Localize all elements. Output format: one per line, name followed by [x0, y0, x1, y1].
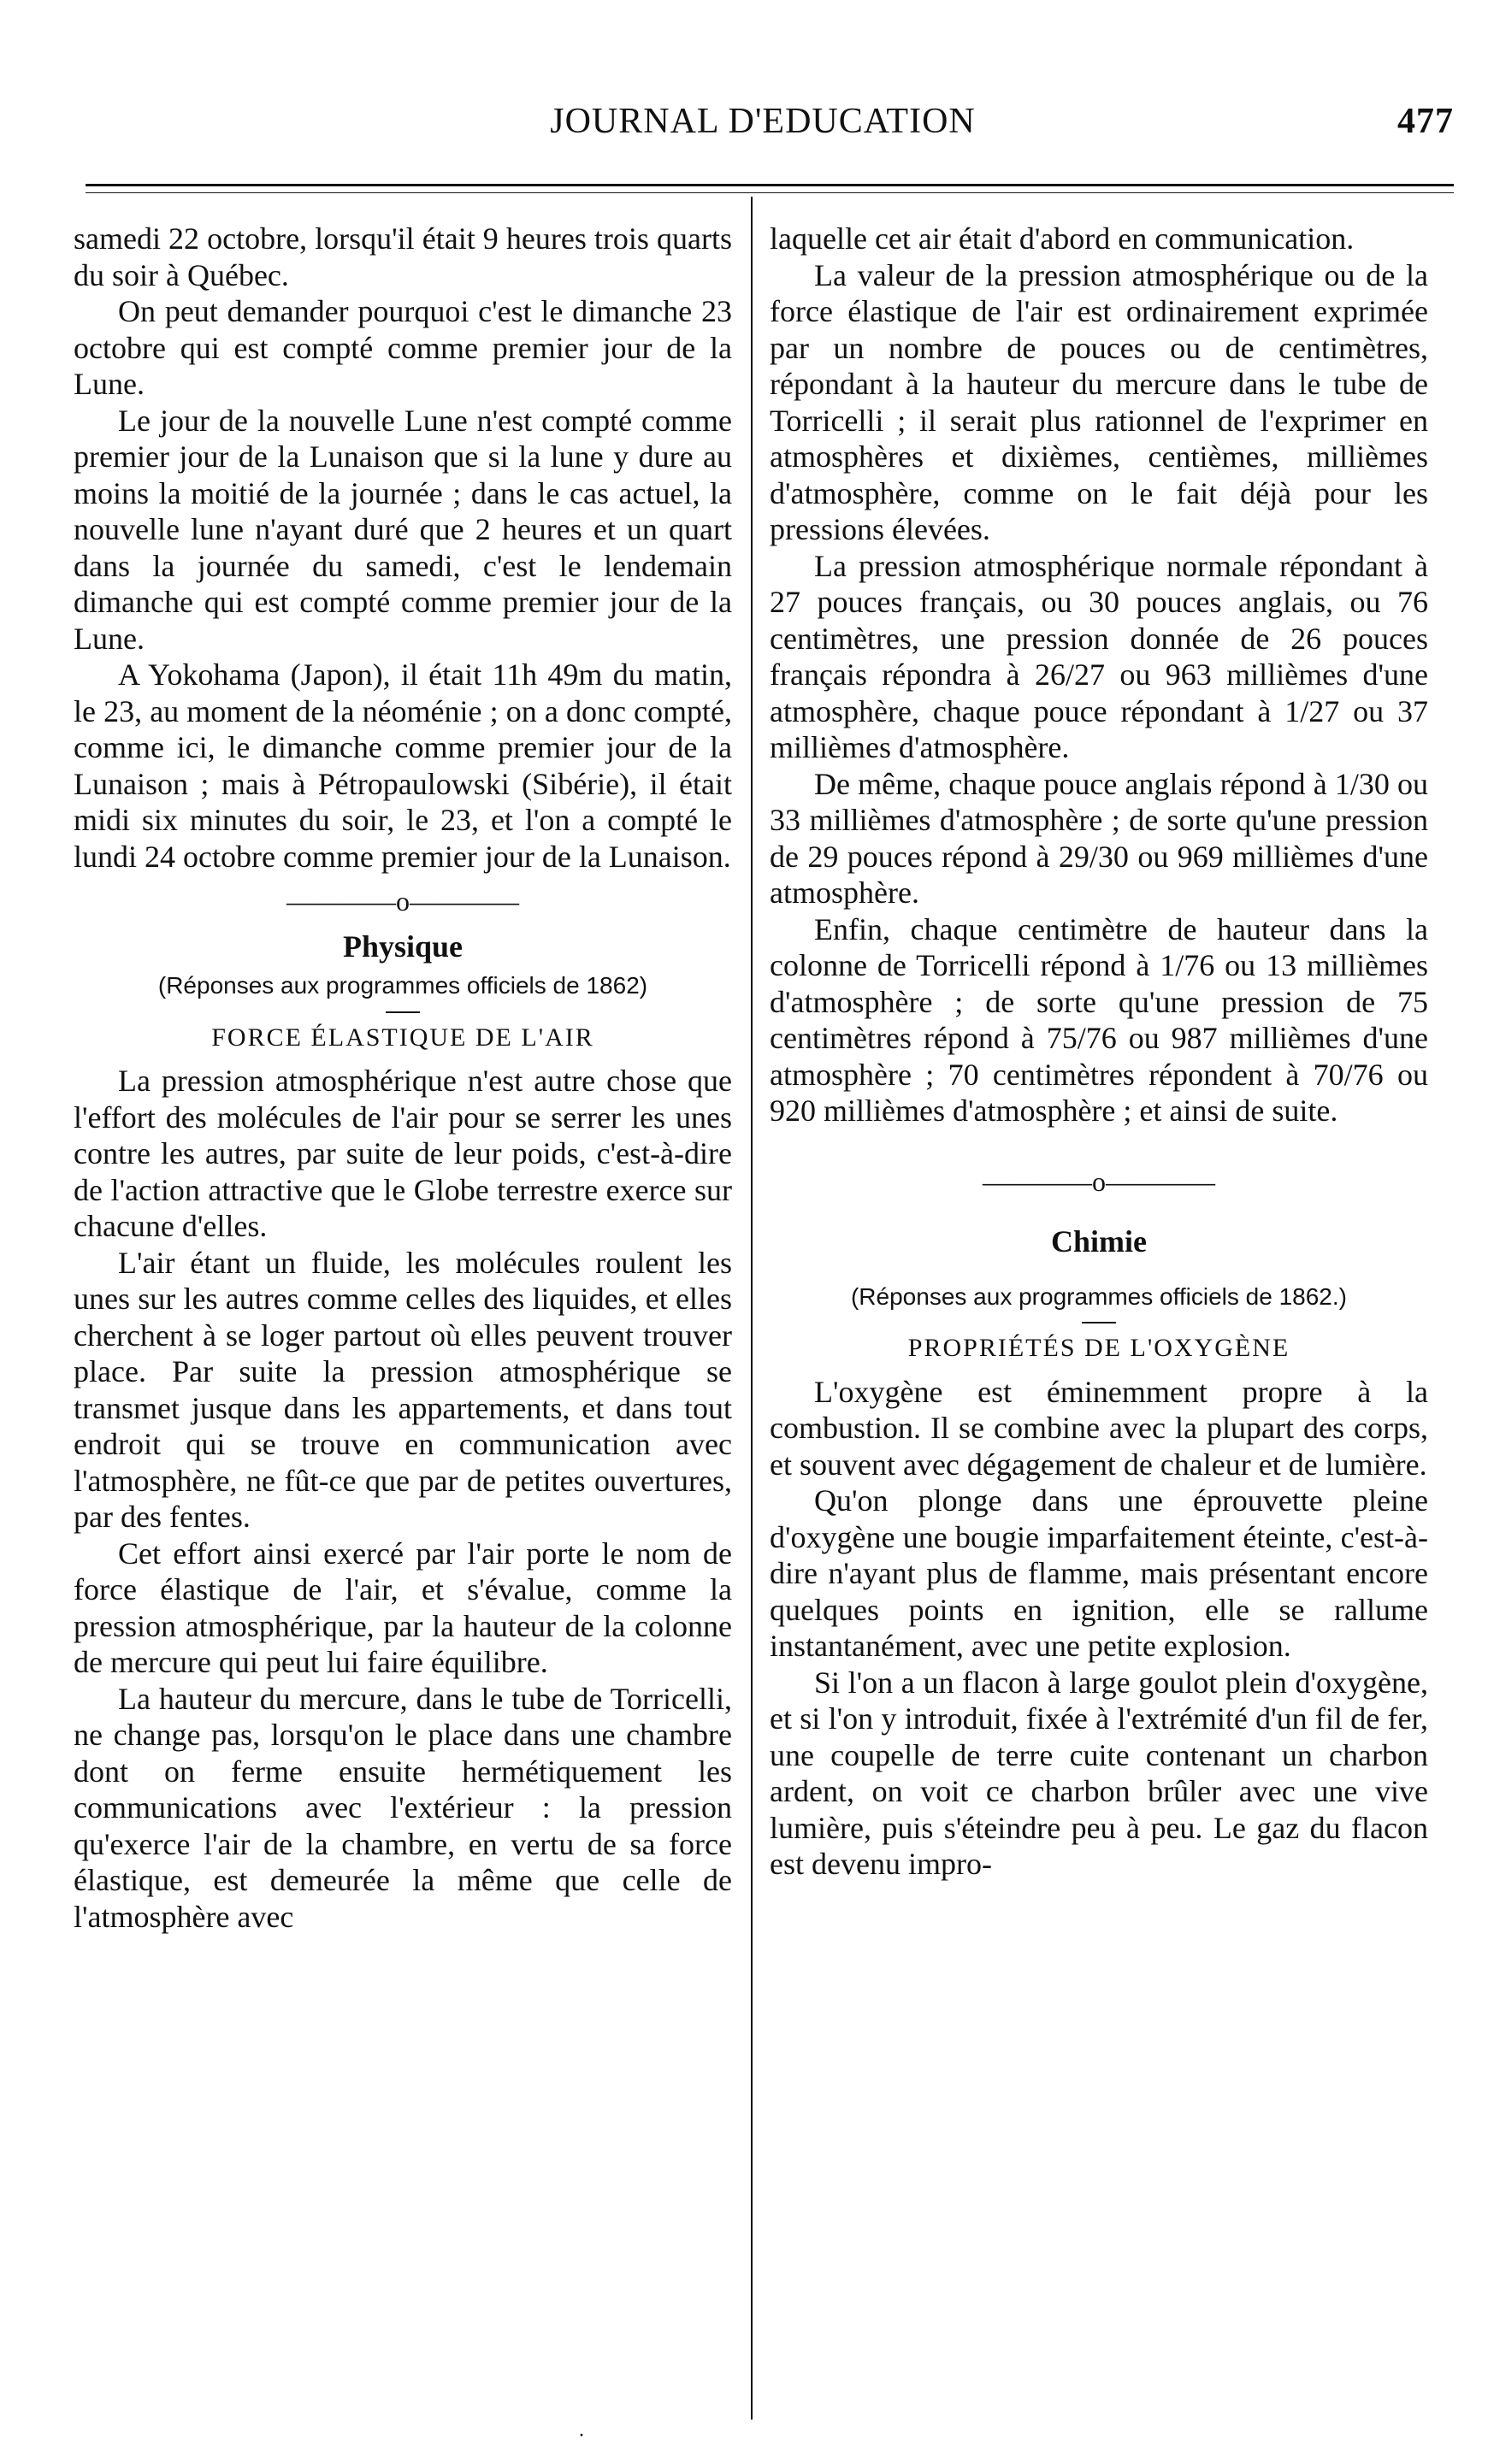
- section-subtitle: (Réponses aux programmes officiels de 1862): [157, 972, 648, 999]
- column-divider: [751, 197, 753, 2420]
- paragraph: A Yokohama (Japon), il était 11h 49m du matin, le 23, au moment de la néoménie ; on a donc compté, comme ici, le dimanche comme premier jour de la Lunaison ; mais à Pétropaulowski (Sibérie), il était midi six minutes du soir, le 23, et l'on a compté le lundi 24 octobre comme premier jour de la Lunaison.: [74, 657, 732, 874]
- paragraph: Le jour de la nouvelle Lune n'est compté comme premier jour de la Lunaison que si la lune y dure au moins la moitié de la journée ; dans le cas actuel, la nouvelle lune n'ayant duré que 2 heures et un quart dans la journée du samedi, c'est le lendemain dimanche qui est compté comme premier jour de la Lune.: [74, 403, 732, 656]
- paragraph: Cet effort ainsi exercé par l'air porte le nom de force élastique de l'air, et s'évalue, comme la pression atmosphérique, par la hauteur de la colonne de mercure qui peut lui faire équilibre.: [74, 1536, 732, 1679]
- right-column: [770, 221, 1428, 1883]
- paragraph: On peut demander pourquoi c'est le dimanche 23 octobre qui est compté comme premier jour de la Lune.: [74, 294, 732, 401]
- paragraph: L'oxygène est éminemment propre à la combustion. Il se combine avec la plupart des corps, et souvent avec dégagement de chaleur et de lumière.: [770, 1374, 1428, 1482]
- paragraph: La valeur de la pression atmosphérique ou de la force élastique de l'air est ordinairement exprimée par un nombre de pouces ou de centimètres, répondant à la hauteur du mercure dans le tube de Torricelli ; il serait plus rationnel de l'exprimer en atmosphères et dixièmes, centièmes, millièmes d'atmosphère, comme on le fait déjà pour les pressions élevées.: [770, 257, 1428, 546]
- paragraph: De même, chaque pouce anglais répond à 1/30 ou 33 millièmes d'atmosphère ; de sorte qu'une pression de 29 pouces répond à 29/30 ou 969 millièmes d'une atmosphère.: [770, 766, 1428, 910]
- short-rule: [1082, 1322, 1116, 1323]
- section-separator: ————o————: [983, 1165, 1215, 1197]
- page-header: [72, 101, 1454, 156]
- section-title-physique: Physique: [342, 928, 464, 964]
- header-rule: [86, 184, 1454, 186]
- paragraph: La pression atmosphérique normale répondant à 27 pouces français, ou 30 pouces anglais, ou 76 centimètres, une pression donnée de 26 pouces français répondra à 26/27 ou 963 millièmes d'une atmosphère, chaque pouce répondant à 1/27 ou 37 millièmes d'atmosphère.: [770, 548, 1428, 764]
- paragraph: La pression atmosphérique n'est autre chose que l'effort des molécules de l'air pour se serrer les unes contre les autres, par suite de leur poids, c'est-à-dire de l'action attractive que le Globe terrestre exerce sur chacune d'elles.: [74, 1064, 732, 1243]
- paragraph: L'air étant un fluide, les molécules roulent les unes sur les autres comme celles des liquides, et elles cherchent à se loger partout où elles peuvent trouver place. Par suite la pression atmosphérique se transmet jusque dans les appartements, et dans tout endroit qui se trouve en communication avec l'atmosphère, ne fût-ce que par de petites ouvertures, par des fentes.: [74, 1245, 732, 1534]
- section-subtitle: (Réponses aux programmes officiels de 1862.): [850, 1282, 1347, 1310]
- left-column: [74, 221, 732, 1935]
- journal-title: JOURNAL D'EDUCATION: [550, 102, 976, 141]
- section-heading: PROPRIÉTÉS DE L'OXYGÈNE: [907, 1334, 1290, 1362]
- header-rule-thin: [86, 192, 1454, 193]
- section-title-chimie: Chimie: [1051, 1224, 1147, 1259]
- paragraph: Enfin, chaque centimètre de hauteur dans la colonne de Torricelli répond à 1/76 ou 13 millièmes d'atmosphère ; de sorte qu'une pression de 75 centimètres répond à 75/76 ou 987 millièmes d'une atmosphère ; 70 centimètres répondent à 70/76 ou 920 millièmes d'atmosphère ; et ainsi de suite.: [770, 911, 1428, 1128]
- section-heading: FORCE ÉLASTIQUE DE L'AIR: [211, 1023, 594, 1052]
- page-number: 477: [1397, 102, 1454, 141]
- paragraph: Si l'on a un flacon à large goulot plein d'oxygène, et si l'on y introduit, fixée à l'extrémité d'un fil de fer, une coupelle de terre cuite contenant un charbon ardent, on voit ce charbon brûler avec une vive lumière, puis s'éteindre peu à peu. Le gaz du flacon est devenu impro-: [770, 1665, 1428, 1881]
- paragraph: La hauteur du mercure, dans le tube de Torricelli, ne change pas, lorsqu'on le place dans une chambre dont on ferme ensuite hermétiquement les communications avec l'extérieur : la pression qu'exerce l'air de la chambre, en vertu de sa force élastique, est demeurée la même que celle de l'atmosphère avec: [74, 1681, 732, 1934]
- paragraph: laquelle cet air était d'abord en communication.: [770, 221, 1355, 256]
- section-separator: ————o————: [286, 886, 519, 917]
- bottom-mark: ·: [578, 2425, 585, 2447]
- paragraph: Qu'on plonge dans une éprouvette pleine d'oxygène une bougie imparfaitement éteinte, c'est-à-dire n'ayant plus de flamme, mais présentant encore quelques points en ignition, elle se rallume instantanément, avec une petite explosion.: [770, 1483, 1428, 1663]
- short-rule: [386, 1011, 420, 1013]
- paragraph: samedi 22 octobre, lorsqu'il était 9 heures trois quarts du soir à Québec.: [74, 221, 732, 292]
